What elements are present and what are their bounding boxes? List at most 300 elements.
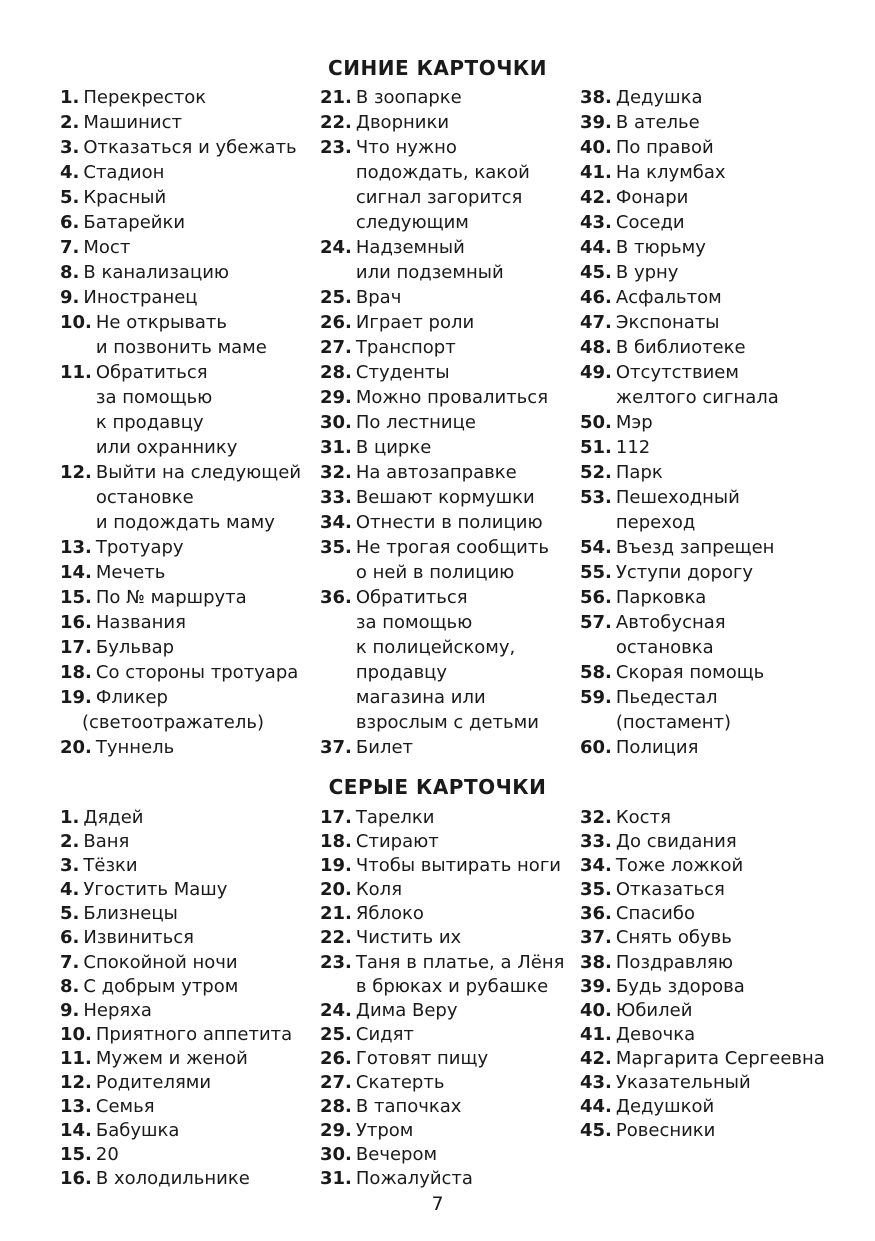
item-answer: Отсутствием желтого сигнала xyxy=(615,362,779,408)
list-item xyxy=(60,854,292,878)
list-item xyxy=(60,685,301,710)
list-item xyxy=(580,660,779,685)
item-answer: Транспорт xyxy=(355,337,456,358)
item-number: 4. xyxy=(60,162,80,183)
list-item xyxy=(580,1095,825,1119)
item-answer: Полиция xyxy=(615,737,699,758)
grey-column-3 xyxy=(580,806,825,1143)
list-item xyxy=(60,160,301,185)
list-item xyxy=(580,460,779,485)
list-item xyxy=(320,1167,564,1191)
item-answer: Можно провалиться xyxy=(355,387,549,408)
list-item xyxy=(60,975,292,999)
list-item xyxy=(320,951,564,999)
list-item xyxy=(320,535,549,585)
list-item xyxy=(580,854,825,878)
item-answer: До свидания xyxy=(615,831,737,853)
item-answer: Скатерть xyxy=(355,1072,445,1094)
item-number: 10. xyxy=(60,312,92,333)
list-item xyxy=(580,585,779,610)
item-answer: В библиотеке xyxy=(615,337,746,358)
item-answer: Коля xyxy=(355,879,403,901)
item-answer: Указательный xyxy=(615,1072,751,1094)
item-answer: 112 xyxy=(615,437,651,458)
item-number: 7. xyxy=(60,237,80,258)
section-title-blue: СИНИЕ КАРТОЧКИ xyxy=(328,56,547,80)
item-answer: Обратиться за помощью к продавцу или охраннику xyxy=(95,362,238,458)
list-item xyxy=(580,735,779,760)
item-answer: Не открывать и позвонить маме xyxy=(95,312,267,358)
item-number: 42. xyxy=(580,1047,612,1069)
item-answer: С добрым утром xyxy=(83,975,239,997)
item-number: 26. xyxy=(320,312,352,333)
item-number: 1. xyxy=(60,807,80,828)
item-number: 16. xyxy=(60,612,92,633)
item-number: 8. xyxy=(60,262,80,283)
item-answer: Мечеть xyxy=(95,562,166,583)
item-answer: Мост xyxy=(83,237,131,258)
list-item xyxy=(60,660,301,685)
list-item xyxy=(320,854,564,878)
item-number: 31. xyxy=(320,437,352,458)
list-item xyxy=(60,830,292,854)
list-item xyxy=(320,85,549,110)
list-item xyxy=(580,335,779,360)
list-item xyxy=(60,110,301,135)
item-answer: Туннель xyxy=(95,737,175,758)
list-item xyxy=(60,635,301,660)
item-answer: Юбилей xyxy=(615,999,693,1021)
item-answer: Спокойной ночи xyxy=(83,951,238,973)
item-answer: Дворники xyxy=(355,112,450,133)
list-item xyxy=(320,410,549,435)
item-answer: Бульвар xyxy=(95,637,175,658)
list-item xyxy=(320,385,549,410)
item-answer: Парк xyxy=(615,462,663,483)
list-item xyxy=(60,285,301,310)
item-answer: Въезд запрещен xyxy=(615,537,775,558)
item-number: 2. xyxy=(60,112,80,133)
item-number: 33. xyxy=(320,487,352,508)
item-answer: По № маршрута xyxy=(95,587,247,608)
list-item xyxy=(60,135,301,160)
list-item xyxy=(580,410,779,435)
item-number: 44. xyxy=(580,237,612,258)
list-item xyxy=(580,1047,825,1071)
item-number: 23. xyxy=(320,137,352,158)
item-answer: Поздравляю xyxy=(615,951,734,973)
item-number: 5. xyxy=(60,903,80,925)
item-number: 41. xyxy=(580,162,612,183)
item-number: 38. xyxy=(580,87,612,108)
item-number: 17. xyxy=(320,807,352,828)
item-answer: Вечером xyxy=(355,1144,438,1166)
item-number: 22. xyxy=(320,927,352,949)
list-item xyxy=(320,926,564,950)
list-item xyxy=(580,135,779,160)
item-number: 17. xyxy=(60,637,92,658)
list-item xyxy=(60,951,292,975)
list-item xyxy=(60,585,301,610)
list-item xyxy=(60,185,301,210)
item-answer: В канализацию xyxy=(83,262,230,283)
item-number: 38. xyxy=(580,951,612,973)
list-item xyxy=(60,210,301,235)
item-number: 43. xyxy=(580,1072,612,1094)
item-answer: Стадион xyxy=(83,162,165,183)
item-number: 12. xyxy=(60,1072,92,1094)
item-answer: В тюрьму xyxy=(615,237,706,258)
list-item xyxy=(320,1071,564,1095)
list-item xyxy=(580,1023,825,1047)
item-number: 52. xyxy=(580,462,612,483)
list-item xyxy=(320,360,549,385)
list-item xyxy=(320,435,549,460)
item-number: 10. xyxy=(60,1023,92,1045)
item-number: 21. xyxy=(320,903,352,925)
item-number: 34. xyxy=(580,855,612,877)
list-item xyxy=(320,806,564,830)
item-number: 29. xyxy=(320,1120,352,1142)
list-item xyxy=(580,160,779,185)
list-item xyxy=(320,999,564,1023)
list-item xyxy=(580,435,779,460)
item-number: 35. xyxy=(580,879,612,901)
item-number: 25. xyxy=(320,287,352,308)
list-item xyxy=(320,902,564,926)
item-number: 53. xyxy=(580,487,612,508)
list-item xyxy=(580,830,825,854)
item-answer: Стирают xyxy=(355,831,439,853)
list-item xyxy=(580,1119,825,1143)
item-number: 51. xyxy=(580,437,612,458)
item-number: 25. xyxy=(320,1023,352,1045)
item-number: 41. xyxy=(580,1023,612,1045)
list-item xyxy=(60,360,301,460)
item-number: 4. xyxy=(60,879,80,901)
item-answer: 20 xyxy=(95,1144,119,1166)
item-answer: Яблоко xyxy=(355,903,424,925)
list-item xyxy=(320,735,549,760)
item-number: 44. xyxy=(580,1096,612,1118)
item-answer: Будь здорова xyxy=(615,975,745,997)
list-item xyxy=(580,1071,825,1095)
list-item xyxy=(60,1023,292,1047)
item-answer: Извиниться xyxy=(83,927,195,949)
list-item xyxy=(320,485,549,510)
list-item xyxy=(580,285,779,310)
item-number: 3. xyxy=(60,855,80,877)
item-answer: Вешают кормушки xyxy=(355,487,535,508)
item-answer: Обратиться за помощью к полицейскому, продавцу магазина или взрослым с детьми xyxy=(355,587,539,733)
item-answer: Чистить их xyxy=(355,927,462,949)
item-answer: В тапочках xyxy=(355,1096,462,1118)
item-answer: Машинист xyxy=(83,112,182,133)
item-number: 3. xyxy=(60,137,80,158)
list-item xyxy=(580,926,825,950)
list-item xyxy=(320,1023,564,1047)
list-item xyxy=(320,285,549,310)
item-number: 15. xyxy=(60,1144,92,1166)
item-number: 59. xyxy=(580,687,612,708)
item-number: 1. xyxy=(60,87,80,108)
list-item xyxy=(320,1095,564,1119)
item-answer: В ателье xyxy=(615,112,700,133)
item-answer: Ваня xyxy=(83,831,130,853)
list-item xyxy=(60,735,301,760)
item-number: 7. xyxy=(60,951,80,973)
item-number: 60. xyxy=(580,737,612,758)
item-answer: Скорая помощь xyxy=(615,662,765,683)
item-number: 9. xyxy=(60,999,80,1021)
item-answer: Фонари xyxy=(615,187,689,208)
list-item xyxy=(60,1095,292,1119)
item-number: 19. xyxy=(60,687,92,708)
list-item xyxy=(60,1047,292,1071)
item-number: 39. xyxy=(580,112,612,133)
blue-column-1 xyxy=(60,85,301,760)
item-answer: Спасибо xyxy=(615,903,695,925)
list-item xyxy=(60,878,292,902)
item-number: 35. xyxy=(320,537,352,558)
item-answer: Дедушка xyxy=(615,87,703,108)
item-number: 45. xyxy=(580,262,612,283)
item-answer: Автобусная остановка xyxy=(615,612,726,658)
item-answer: Пешеходный переход xyxy=(615,487,740,533)
list-item xyxy=(320,135,549,235)
list-item xyxy=(580,535,779,560)
item-number: 21. xyxy=(320,87,352,108)
item-number: 24. xyxy=(320,237,352,258)
list-item xyxy=(580,902,825,926)
item-answer: Соседи xyxy=(615,212,685,233)
item-answer: Дедушкой xyxy=(615,1096,715,1118)
item-number: 37. xyxy=(580,927,612,949)
item-answer: Таня в платье, а Лёня в брюках и рубашке xyxy=(355,951,565,997)
item-number: 37. xyxy=(320,737,352,758)
item-answer: Играет роли xyxy=(355,312,475,333)
list-item xyxy=(60,1119,292,1143)
item-answer: Близнецы xyxy=(83,903,178,925)
list-item xyxy=(60,1143,292,1167)
item-answer: Отнести в полицию xyxy=(355,512,543,533)
item-answer: Уступи дорогу xyxy=(615,562,754,583)
list-item xyxy=(320,878,564,902)
item-number: 28. xyxy=(320,362,352,383)
list-item xyxy=(60,902,292,926)
item-answer: Надземный или подземный xyxy=(355,237,504,283)
item-number: 6. xyxy=(60,212,80,233)
item-number: 39. xyxy=(580,975,612,997)
item-answer: Иностранец xyxy=(83,287,198,308)
item-number: 47. xyxy=(580,312,612,333)
item-number: 43. xyxy=(580,212,612,233)
item-number: 42. xyxy=(580,187,612,208)
list-item xyxy=(320,460,549,485)
list-item xyxy=(320,1047,564,1071)
item-answer: Экспонаты xyxy=(615,312,720,333)
list-item xyxy=(580,210,779,235)
list-item xyxy=(580,260,779,285)
list-item xyxy=(60,926,292,950)
list-item xyxy=(580,878,825,902)
list-item xyxy=(60,999,292,1023)
item-answer: Парковка xyxy=(615,587,707,608)
item-number: 33. xyxy=(580,831,612,853)
list-item xyxy=(580,185,779,210)
item-number: 54. xyxy=(580,537,612,558)
item-answer: Готовят пищу xyxy=(355,1047,489,1069)
item-number: 28. xyxy=(320,1096,352,1118)
item-number: 2. xyxy=(60,831,80,853)
item-answer: Чтобы вытирать ноги xyxy=(355,855,561,877)
item-answer: В цирке xyxy=(355,437,432,458)
list-item xyxy=(580,310,779,335)
item-answer: Выйти на следующей остановке и подождать маму xyxy=(95,462,302,533)
list-item xyxy=(320,1143,564,1167)
list-item xyxy=(60,560,301,585)
section-title-grey: СЕРЫЕ КАРТОЧКИ xyxy=(328,775,547,799)
item-answer: В зоопарке xyxy=(355,87,462,108)
item-answer: Перекресток xyxy=(83,87,207,108)
grey-column-2 xyxy=(320,806,564,1192)
list-item xyxy=(320,335,549,360)
item-answer: Приятного аппетита xyxy=(95,1023,293,1045)
item-number: 9. xyxy=(60,287,80,308)
item-answer: Мужем и женой xyxy=(95,1047,248,1069)
item-number: 14. xyxy=(60,562,92,583)
list-item xyxy=(60,806,292,830)
list-item xyxy=(580,485,779,535)
list-item xyxy=(60,1071,292,1095)
item-number: 12. xyxy=(60,462,92,483)
item-answer: В холодильнике xyxy=(95,1168,250,1190)
item-answer: Билет xyxy=(355,737,414,758)
item-number: 18. xyxy=(320,831,352,853)
item-answer: Дима Веру xyxy=(355,999,458,1021)
item-number: 27. xyxy=(320,337,352,358)
list-item xyxy=(580,999,825,1023)
item-answer: Пожалуйста xyxy=(355,1168,473,1190)
item-answer: Что нужно подождать, какой сигнал загорится следующим xyxy=(355,137,530,233)
item-answer: Асфальтом xyxy=(615,287,722,308)
item-answer: Тротуару xyxy=(95,537,184,558)
list-item xyxy=(60,260,301,285)
list-item xyxy=(320,235,549,285)
item-answer: Отказаться и убежать xyxy=(83,137,297,158)
list-item xyxy=(580,975,825,999)
item-answer: Тоже ложкой xyxy=(615,855,744,877)
item-answer: Мэр xyxy=(615,412,653,433)
item-answer: Утром xyxy=(355,1120,414,1142)
list-item xyxy=(320,585,549,735)
item-number: 27. xyxy=(320,1072,352,1094)
item-number: 45. xyxy=(580,1120,612,1142)
item-answer: Неряха xyxy=(83,999,152,1021)
item-number: 19. xyxy=(320,855,352,877)
item-answer: Названия xyxy=(95,612,186,633)
item-number: 29. xyxy=(320,387,352,408)
item-number: 34. xyxy=(320,512,352,533)
list-item xyxy=(60,85,301,110)
list-item xyxy=(580,360,779,410)
list-item xyxy=(60,610,301,635)
item-answer: Батарейки xyxy=(83,212,186,233)
item-number: 11. xyxy=(60,1047,92,1069)
list-item xyxy=(580,85,779,110)
item-answer: Со стороны тротуара xyxy=(95,662,299,683)
list-item xyxy=(320,310,549,335)
list-item xyxy=(580,685,779,735)
item-number: 36. xyxy=(320,587,352,608)
item-answer: Пьедестал (постамент) xyxy=(615,687,732,733)
list-item xyxy=(580,951,825,975)
item-answer: На автозаправке xyxy=(355,462,517,483)
item-number: 46. xyxy=(580,287,612,308)
item-number: 40. xyxy=(580,999,612,1021)
item-answer: Дядей xyxy=(83,807,144,828)
item-number: 11. xyxy=(60,362,92,383)
item-answer: Тёзки xyxy=(83,855,138,877)
item-answer: Родителями xyxy=(95,1072,212,1094)
item-number: 40. xyxy=(580,137,612,158)
item-number: 56. xyxy=(580,587,612,608)
item-number: 13. xyxy=(60,1096,92,1118)
list-item xyxy=(320,510,549,535)
item-number: 20. xyxy=(60,737,92,758)
item-answer: В урну xyxy=(615,262,679,283)
item-answer: По лестнице xyxy=(355,412,476,433)
item-number: 26. xyxy=(320,1047,352,1069)
item-number: 32. xyxy=(580,807,612,828)
list-item xyxy=(320,1119,564,1143)
list-item xyxy=(60,310,301,360)
item-number: 18. xyxy=(60,662,92,683)
item-number: 30. xyxy=(320,412,352,433)
item-answer: Красный xyxy=(83,187,167,208)
item-number: 5. xyxy=(60,187,80,208)
item-number: 55. xyxy=(580,562,612,583)
item-answer: Тарелки xyxy=(355,807,435,828)
list-item xyxy=(580,806,825,830)
list-item xyxy=(60,710,301,735)
item-number: 48. xyxy=(580,337,612,358)
list-item xyxy=(580,110,779,135)
item-number: 32. xyxy=(320,462,352,483)
list-item xyxy=(580,235,779,260)
blue-column-2 xyxy=(320,85,549,760)
item-number: 6. xyxy=(60,927,80,949)
item-answer: Костя xyxy=(615,807,671,828)
item-number: 36. xyxy=(580,903,612,925)
list-item xyxy=(60,1167,292,1191)
item-answer: Сидят xyxy=(355,1023,414,1045)
item-answer: (светоотражатель) xyxy=(82,712,264,733)
item-answer: Врач xyxy=(355,287,402,308)
item-number: 50. xyxy=(580,412,612,433)
item-answer: Снять обувь xyxy=(615,927,732,949)
list-item xyxy=(320,110,549,135)
item-number: 58. xyxy=(580,662,612,683)
item-answer: Не трогая сообщить о ней в полицию xyxy=(355,537,549,583)
item-number: 16. xyxy=(60,1168,92,1190)
list-item xyxy=(60,535,301,560)
list-item xyxy=(60,235,301,260)
list-item xyxy=(580,560,779,585)
item-answer: Ровесники xyxy=(615,1120,716,1142)
item-number: 57. xyxy=(580,612,612,633)
blue-column-3 xyxy=(580,85,779,760)
